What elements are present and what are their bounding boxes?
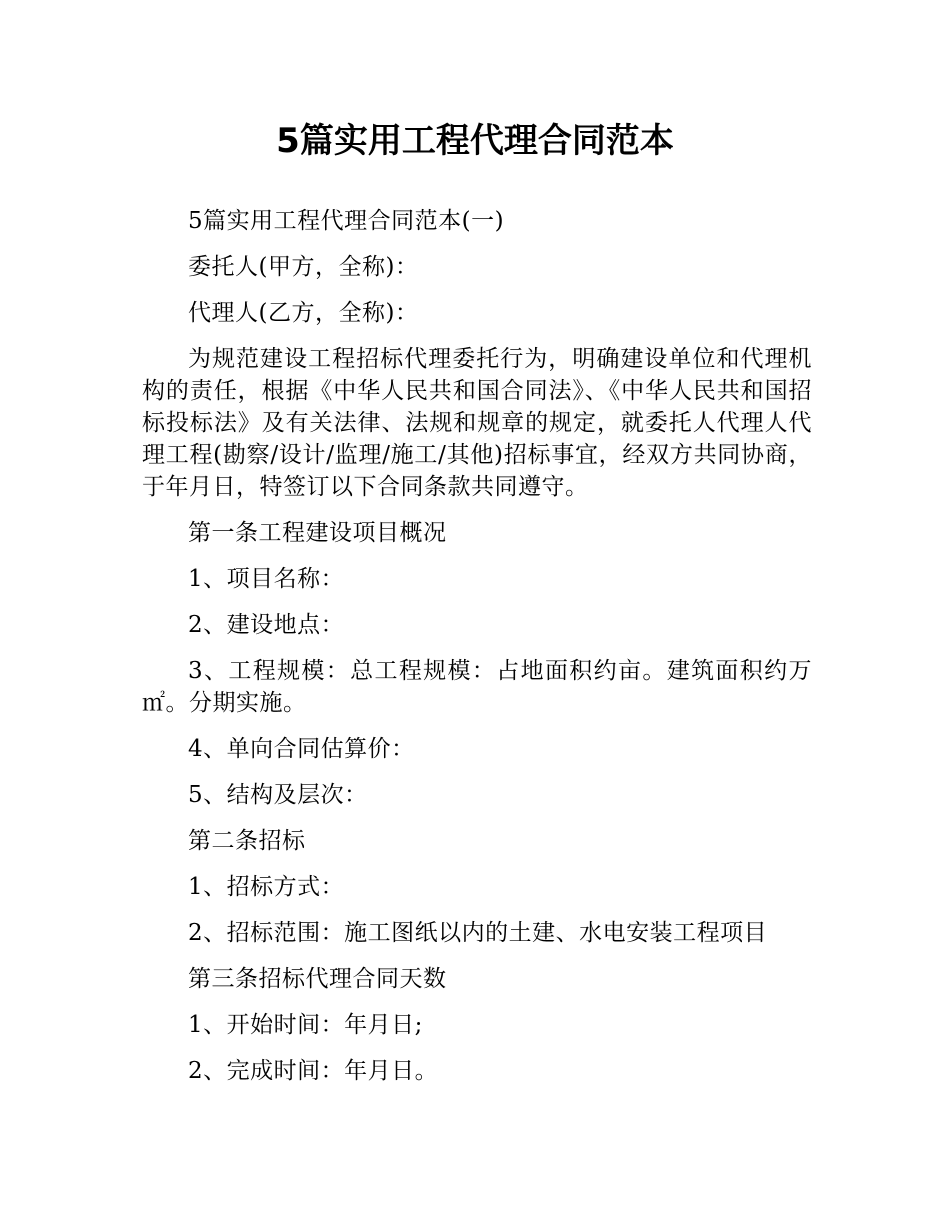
- list-item: 1、开始时间：年月日;: [188, 1012, 423, 1038]
- document-body: [142, 205, 812, 1101]
- list-item: 2、建设地点：: [188, 612, 345, 638]
- heading-article-3: 第三条招标代理合同天数: [188, 966, 447, 992]
- list-item: 1、招标方式：: [188, 874, 345, 900]
- list-item: 5、结构及层次：: [188, 782, 368, 808]
- list-item: 4、单向合同估算价：: [188, 736, 415, 762]
- paragraph-subtitle: 5篇实用工程代理合同范本(一): [188, 208, 505, 234]
- list-item: 1、项目名称：: [188, 566, 345, 592]
- heading-article-1: 第一条工程建设项目概况: [188, 520, 447, 546]
- heading-article-2: 第二条招标: [188, 828, 306, 854]
- paragraph-agent: 代理人(乙方，全称)：: [188, 300, 419, 326]
- document-title: 5篇实用工程代理合同范本: [276, 121, 674, 161]
- paragraph-principal: 委托人(甲方，全称)：: [188, 254, 419, 280]
- list-item: 2、完成时间：年月日。: [188, 1058, 439, 1084]
- paragraph-preamble: 为规范建设工程招标代理委托行为，明确建设单位和代理机构的责任，根据《中华人民共和国合同法》、《中华人民共和国招标投标法》及有关法律、法规和规章的规定，就委托人代理人代理工程(勘察/设计/监理/施工/其他)招标事宜，经双方共同协商，于年月日，特签订以下合同条款共同遵守。: [142, 346, 812, 500]
- list-item: 2、招标范围：施工图纸以内的土建、水电安装工程项目: [188, 920, 768, 946]
- list-item: 3、工程规模：总工程规模：占地面积约亩。建筑面积约万㎡。分期实施。: [142, 658, 812, 716]
